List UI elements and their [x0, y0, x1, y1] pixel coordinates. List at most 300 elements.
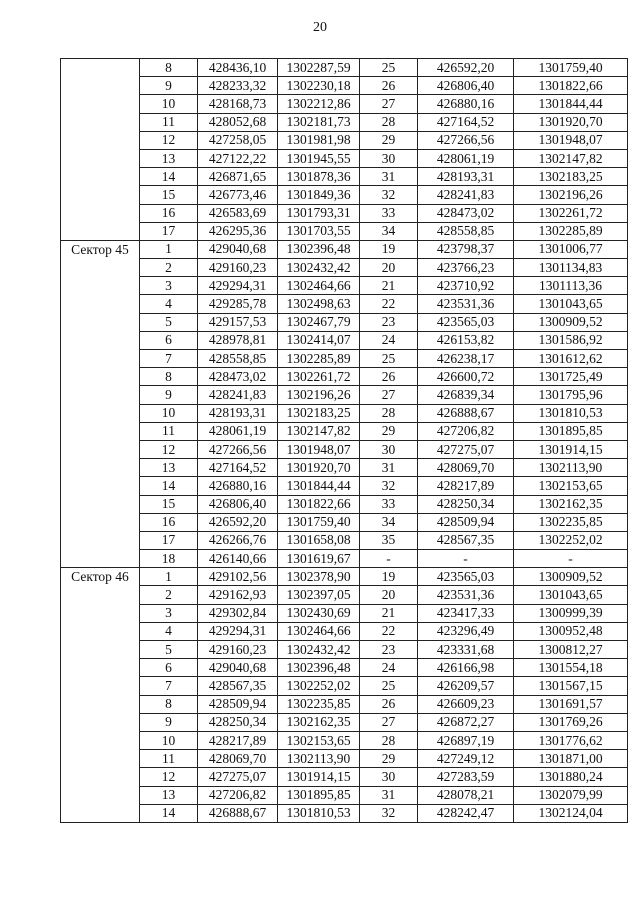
point-number-left: 14: [140, 804, 198, 822]
table-row: [61, 222, 628, 240]
point-number-right: 23: [360, 313, 418, 331]
coordinates-table-body: [61, 59, 628, 823]
y-coordinate-left: 1301844,44: [278, 477, 360, 495]
x-coordinate-right: 428242,47: [418, 804, 514, 822]
table-row: [61, 622, 628, 640]
y-coordinate-right: 1302147,82: [514, 149, 628, 167]
table-row: [61, 677, 628, 695]
y-coordinate-right: 1301795,96: [514, 386, 628, 404]
x-coordinate-right: 428558,85: [418, 222, 514, 240]
x-coordinate-left: 426871,65: [198, 168, 278, 186]
y-coordinate-left: 1302196,26: [278, 386, 360, 404]
x-coordinate-right: 427283,59: [418, 768, 514, 786]
x-coordinate-right: 426166,98: [418, 659, 514, 677]
x-coordinate-left: 429294,31: [198, 622, 278, 640]
x-coordinate-left: 426583,69: [198, 204, 278, 222]
x-coordinate-left: 428509,94: [198, 695, 278, 713]
point-number-right: 35: [360, 531, 418, 549]
x-coordinate-left: 426773,46: [198, 186, 278, 204]
x-coordinate-right: 428069,70: [418, 459, 514, 477]
point-number-right: 32: [360, 186, 418, 204]
point-number-right: 31: [360, 168, 418, 186]
point-number-right: 20: [360, 259, 418, 277]
y-coordinate-left: 1302396,48: [278, 659, 360, 677]
x-coordinate-right: 423331,68: [418, 641, 514, 659]
point-number-left: 13: [140, 459, 198, 477]
y-coordinate-left: 1301849,36: [278, 186, 360, 204]
y-coordinate-left: 1301895,85: [278, 786, 360, 804]
y-coordinate-left: 1302153,65: [278, 731, 360, 749]
table-row: [61, 768, 628, 786]
y-coordinate-right: 1301880,24: [514, 768, 628, 786]
y-coordinate-left: 1302285,89: [278, 350, 360, 368]
y-coordinate-left: 1302212,86: [278, 95, 360, 113]
x-coordinate-right: 426872,27: [418, 713, 514, 731]
x-coordinate-right: 426806,40: [418, 77, 514, 95]
y-coordinate-left: 1302162,35: [278, 713, 360, 731]
x-coordinate-left: 429302,84: [198, 604, 278, 622]
x-coordinate-left: 428233,32: [198, 77, 278, 95]
y-coordinate-left: 1301945,55: [278, 149, 360, 167]
point-number-right: 19: [360, 568, 418, 586]
point-number-left: 17: [140, 531, 198, 549]
table-row: [61, 695, 628, 713]
point-number-left: 11: [140, 113, 198, 131]
table-row: [61, 440, 628, 458]
y-coordinate-right: 1301725,49: [514, 368, 628, 386]
point-number-left: 14: [140, 477, 198, 495]
point-number-left: 5: [140, 313, 198, 331]
y-coordinate-left: 1302430,69: [278, 604, 360, 622]
point-number-right: 33: [360, 495, 418, 513]
y-coordinate-right: 1301134,83: [514, 259, 628, 277]
x-coordinate-right: 428061,19: [418, 149, 514, 167]
table-row: [61, 713, 628, 731]
x-coordinate-left: 426888,67: [198, 804, 278, 822]
point-number-left: 6: [140, 659, 198, 677]
x-coordinate-left: 428168,73: [198, 95, 278, 113]
x-coordinate-right: 423710,92: [418, 277, 514, 295]
point-number-left: 9: [140, 77, 198, 95]
y-coordinate-right: 1301554,18: [514, 659, 628, 677]
point-number-left: 9: [140, 713, 198, 731]
x-coordinate-right: 426609,23: [418, 695, 514, 713]
table-row: [61, 331, 628, 349]
y-coordinate-right: 1302162,35: [514, 495, 628, 513]
table-row: [61, 586, 628, 604]
x-coordinate-left: 429162,93: [198, 586, 278, 604]
x-coordinate-left: 429157,53: [198, 313, 278, 331]
table-row: [61, 731, 628, 749]
y-coordinate-right: 1301567,15: [514, 677, 628, 695]
y-coordinate-left: 1301920,70: [278, 459, 360, 477]
y-coordinate-right: 1302261,72: [514, 204, 628, 222]
point-number-right: -: [360, 550, 418, 568]
x-coordinate-right: 428567,35: [418, 531, 514, 549]
table-row: [61, 295, 628, 313]
point-number-right: 26: [360, 368, 418, 386]
y-coordinate-right: 1301920,70: [514, 113, 628, 131]
y-coordinate-right: 1302124,04: [514, 804, 628, 822]
x-coordinate-left: 428978,81: [198, 331, 278, 349]
x-coordinate-left: 427275,07: [198, 768, 278, 786]
x-coordinate-right: 428217,89: [418, 477, 514, 495]
table-row: [61, 77, 628, 95]
point-number-left: 8: [140, 368, 198, 386]
point-number-left: 12: [140, 768, 198, 786]
point-number-left: 14: [140, 168, 198, 186]
point-number-right: 32: [360, 477, 418, 495]
point-number-right: 28: [360, 731, 418, 749]
y-coordinate-left: 1302464,66: [278, 622, 360, 640]
y-coordinate-right: 1301844,44: [514, 95, 628, 113]
y-coordinate-right: 1301113,36: [514, 277, 628, 295]
y-coordinate-right: -: [514, 550, 628, 568]
y-coordinate-right: 1301043,65: [514, 586, 628, 604]
y-coordinate-left: 1301981,98: [278, 131, 360, 149]
x-coordinate-left: 429285,78: [198, 295, 278, 313]
point-number-left: 10: [140, 95, 198, 113]
point-number-left: 17: [140, 222, 198, 240]
x-coordinate-right: 423531,36: [418, 295, 514, 313]
y-coordinate-right: 1301006,77: [514, 240, 628, 258]
table-row: [61, 495, 628, 513]
table-row: [61, 568, 628, 586]
y-coordinate-right: 1301822,66: [514, 77, 628, 95]
coordinates-table: [60, 58, 628, 823]
y-coordinate-right: 1302183,25: [514, 168, 628, 186]
table-row: [61, 368, 628, 386]
table-row: [61, 459, 628, 477]
table-row: [61, 531, 628, 549]
table-row: [61, 240, 628, 258]
point-number-left: 15: [140, 186, 198, 204]
x-coordinate-left: 429040,68: [198, 659, 278, 677]
point-number-right: 27: [360, 95, 418, 113]
x-coordinate-left: 427122,22: [198, 149, 278, 167]
x-coordinate-right: 423417,33: [418, 604, 514, 622]
y-coordinate-left: 1302230,18: [278, 77, 360, 95]
point-number-right: 31: [360, 459, 418, 477]
y-coordinate-left: 1302432,42: [278, 259, 360, 277]
page-number: 20: [313, 20, 327, 35]
y-coordinate-left: 1301619,67: [278, 550, 360, 568]
point-number-right: 27: [360, 386, 418, 404]
x-coordinate-right: 427275,07: [418, 440, 514, 458]
x-coordinate-right: 423798,37: [418, 240, 514, 258]
y-coordinate-right: 1302113,90: [514, 459, 628, 477]
table-row: [61, 277, 628, 295]
x-coordinate-right: 428509,94: [418, 513, 514, 531]
table-row: [61, 750, 628, 768]
x-coordinate-right: 423531,36: [418, 586, 514, 604]
point-number-left: 8: [140, 59, 198, 77]
x-coordinate-left: 427206,82: [198, 786, 278, 804]
x-coordinate-right: -: [418, 550, 514, 568]
y-coordinate-right: 1302285,89: [514, 222, 628, 240]
x-coordinate-left: 426806,40: [198, 495, 278, 513]
y-coordinate-left: 1301948,07: [278, 440, 360, 458]
x-coordinate-right: 427206,82: [418, 422, 514, 440]
x-coordinate-right: 428241,83: [418, 186, 514, 204]
table-row: [61, 149, 628, 167]
point-number-right: 24: [360, 331, 418, 349]
x-coordinate-right: 426897,19: [418, 731, 514, 749]
y-coordinate-right: 1302252,02: [514, 531, 628, 549]
x-coordinate-left: 429102,56: [198, 568, 278, 586]
y-coordinate-left: 1302397,05: [278, 586, 360, 604]
y-coordinate-left: 1302113,90: [278, 750, 360, 768]
point-number-left: 8: [140, 695, 198, 713]
y-coordinate-right: 1301586,92: [514, 331, 628, 349]
x-coordinate-left: 428558,85: [198, 350, 278, 368]
x-coordinate-right: 423565,03: [418, 568, 514, 586]
x-coordinate-right: 428473,02: [418, 204, 514, 222]
y-coordinate-right: 1301776,62: [514, 731, 628, 749]
y-coordinate-right: 1300952,48: [514, 622, 628, 640]
table-row: [61, 168, 628, 186]
point-number-left: 1: [140, 240, 198, 258]
y-coordinate-right: 1302196,26: [514, 186, 628, 204]
point-number-right: 20: [360, 586, 418, 604]
x-coordinate-left: 427258,05: [198, 131, 278, 149]
table-row: [61, 186, 628, 204]
point-number-right: 21: [360, 604, 418, 622]
point-number-right: 26: [360, 695, 418, 713]
y-coordinate-left: 1301914,15: [278, 768, 360, 786]
point-number-right: 25: [360, 59, 418, 77]
x-coordinate-right: 426600,72: [418, 368, 514, 386]
y-coordinate-right: 1301759,40: [514, 59, 628, 77]
y-coordinate-left: 1302414,07: [278, 331, 360, 349]
y-coordinate-left: 1302467,79: [278, 313, 360, 331]
y-coordinate-left: 1301822,66: [278, 495, 360, 513]
point-number-left: 9: [140, 386, 198, 404]
point-number-right: 25: [360, 677, 418, 695]
y-coordinate-right: 1301691,57: [514, 695, 628, 713]
y-coordinate-left: 1301703,55: [278, 222, 360, 240]
y-coordinate-right: 1302235,85: [514, 513, 628, 531]
x-coordinate-left: 429160,23: [198, 641, 278, 659]
x-coordinate-left: 426140,66: [198, 550, 278, 568]
point-number-right: 21: [360, 277, 418, 295]
point-number-right: 27: [360, 713, 418, 731]
x-coordinate-left: 428241,83: [198, 386, 278, 404]
point-number-right: 29: [360, 131, 418, 149]
point-number-left: 3: [140, 604, 198, 622]
x-coordinate-left: 429040,68: [198, 240, 278, 258]
point-number-left: 12: [140, 131, 198, 149]
point-number-right: 34: [360, 222, 418, 240]
y-coordinate-right: 1300812,27: [514, 641, 628, 659]
point-number-right: 25: [360, 350, 418, 368]
table-row: [61, 513, 628, 531]
point-number-right: 28: [360, 113, 418, 131]
x-coordinate-right: 423296,49: [418, 622, 514, 640]
x-coordinate-left: 426295,36: [198, 222, 278, 240]
x-coordinate-left: 426266,76: [198, 531, 278, 549]
point-number-left: 12: [140, 440, 198, 458]
point-number-left: 6: [140, 331, 198, 349]
y-coordinate-right: 1301914,15: [514, 440, 628, 458]
x-coordinate-right: 423766,23: [418, 259, 514, 277]
point-number-left: 2: [140, 259, 198, 277]
point-number-right: 24: [360, 659, 418, 677]
x-coordinate-left: 428193,31: [198, 404, 278, 422]
y-coordinate-right: 1302153,65: [514, 477, 628, 495]
x-coordinate-right: 428250,34: [418, 495, 514, 513]
table-row: [61, 313, 628, 331]
point-number-left: 7: [140, 677, 198, 695]
point-number-right: 22: [360, 295, 418, 313]
point-number-left: 2: [140, 586, 198, 604]
x-coordinate-left: 426880,16: [198, 477, 278, 495]
y-coordinate-left: 1302147,82: [278, 422, 360, 440]
sector-label: Сектор 45: [61, 240, 140, 567]
table-row: [61, 550, 628, 568]
x-coordinate-left: 426592,20: [198, 513, 278, 531]
point-number-left: 10: [140, 731, 198, 749]
point-number-left: 5: [140, 641, 198, 659]
x-coordinate-right: 426592,20: [418, 59, 514, 77]
table-row: [61, 786, 628, 804]
y-coordinate-left: 1302183,25: [278, 404, 360, 422]
y-coordinate-left: 1302464,66: [278, 277, 360, 295]
x-coordinate-left: 428567,35: [198, 677, 278, 695]
y-coordinate-left: 1302252,02: [278, 677, 360, 695]
point-number-right: 23: [360, 641, 418, 659]
y-coordinate-right: 1301612,62: [514, 350, 628, 368]
table-row: [61, 131, 628, 149]
sector-label: [61, 59, 140, 241]
x-coordinate-left: 428052,68: [198, 113, 278, 131]
x-coordinate-right: 427164,52: [418, 113, 514, 131]
point-number-right: 19: [360, 240, 418, 258]
x-coordinate-right: 426880,16: [418, 95, 514, 113]
point-number-right: 31: [360, 786, 418, 804]
x-coordinate-right: 426153,82: [418, 331, 514, 349]
y-coordinate-left: 1302261,72: [278, 368, 360, 386]
x-coordinate-left: 428436,10: [198, 59, 278, 77]
point-number-right: 32: [360, 804, 418, 822]
point-number-left: 16: [140, 513, 198, 531]
point-number-right: 26: [360, 77, 418, 95]
x-coordinate-right: 428078,21: [418, 786, 514, 804]
x-coordinate-right: 426839,34: [418, 386, 514, 404]
table-row: [61, 659, 628, 677]
point-number-right: 30: [360, 149, 418, 167]
x-coordinate-left: 428217,89: [198, 731, 278, 749]
point-number-left: 16: [140, 204, 198, 222]
y-coordinate-right: 1300999,39: [514, 604, 628, 622]
x-coordinate-left: 429160,23: [198, 259, 278, 277]
point-number-left: 4: [140, 295, 198, 313]
y-coordinate-left: 1302181,73: [278, 113, 360, 131]
y-coordinate-left: 1301878,36: [278, 168, 360, 186]
point-number-right: 30: [360, 440, 418, 458]
table-row: [61, 604, 628, 622]
table-row: [61, 59, 628, 77]
x-coordinate-left: 427164,52: [198, 459, 278, 477]
y-coordinate-right: 1300909,52: [514, 313, 628, 331]
y-coordinate-left: 1302498,63: [278, 295, 360, 313]
y-coordinate-left: 1302432,42: [278, 641, 360, 659]
point-number-right: 30: [360, 768, 418, 786]
point-number-left: 11: [140, 422, 198, 440]
y-coordinate-right: 1302079,99: [514, 786, 628, 804]
y-coordinate-left: 1301793,31: [278, 204, 360, 222]
point-number-right: 33: [360, 204, 418, 222]
table-row: [61, 477, 628, 495]
point-number-left: 15: [140, 495, 198, 513]
x-coordinate-left: 429294,31: [198, 277, 278, 295]
x-coordinate-right: 427266,56: [418, 131, 514, 149]
table-row: [61, 386, 628, 404]
table-row: [61, 259, 628, 277]
x-coordinate-right: 426888,67: [418, 404, 514, 422]
y-coordinate-left: 1301658,08: [278, 531, 360, 549]
point-number-left: 1: [140, 568, 198, 586]
point-number-right: 22: [360, 622, 418, 640]
x-coordinate-right: 426238,17: [418, 350, 514, 368]
x-coordinate-left: 427266,56: [198, 440, 278, 458]
y-coordinate-right: 1301810,53: [514, 404, 628, 422]
y-coordinate-right: 1301043,65: [514, 295, 628, 313]
point-number-right: 34: [360, 513, 418, 531]
table-row: [61, 95, 628, 113]
y-coordinate-left: 1302396,48: [278, 240, 360, 258]
y-coordinate-right: 1300909,52: [514, 568, 628, 586]
table-row: [61, 204, 628, 222]
y-coordinate-right: 1301948,07: [514, 131, 628, 149]
point-number-left: 13: [140, 149, 198, 167]
y-coordinate-left: 1302235,85: [278, 695, 360, 713]
x-coordinate-left: 428061,19: [198, 422, 278, 440]
point-number-right: 29: [360, 750, 418, 768]
y-coordinate-left: 1302378,90: [278, 568, 360, 586]
x-coordinate-left: 428250,34: [198, 713, 278, 731]
table-row: [61, 113, 628, 131]
table-row: [61, 350, 628, 368]
point-number-left: 7: [140, 350, 198, 368]
y-coordinate-right: 1301769,26: [514, 713, 628, 731]
point-number-left: 10: [140, 404, 198, 422]
table-row: [61, 404, 628, 422]
table-row: [61, 804, 628, 822]
point-number-left: 13: [140, 786, 198, 804]
y-coordinate-right: 1301895,85: [514, 422, 628, 440]
y-coordinate-left: 1301759,40: [278, 513, 360, 531]
sector-label: Сектор 46: [61, 568, 140, 823]
point-number-right: 29: [360, 422, 418, 440]
table-row: [61, 422, 628, 440]
point-number-left: 18: [140, 550, 198, 568]
x-coordinate-left: 428473,02: [198, 368, 278, 386]
x-coordinate-right: 427249,12: [418, 750, 514, 768]
point-number-right: 28: [360, 404, 418, 422]
point-number-left: 11: [140, 750, 198, 768]
point-number-left: 4: [140, 622, 198, 640]
y-coordinate-right: 1301871,00: [514, 750, 628, 768]
y-coordinate-left: 1302287,59: [278, 59, 360, 77]
point-number-left: 3: [140, 277, 198, 295]
x-coordinate-right: 426209,57: [418, 677, 514, 695]
table-row: [61, 641, 628, 659]
x-coordinate-left: 428069,70: [198, 750, 278, 768]
x-coordinate-right: 423565,03: [418, 313, 514, 331]
y-coordinate-left: 1301810,53: [278, 804, 360, 822]
x-coordinate-right: 428193,31: [418, 168, 514, 186]
